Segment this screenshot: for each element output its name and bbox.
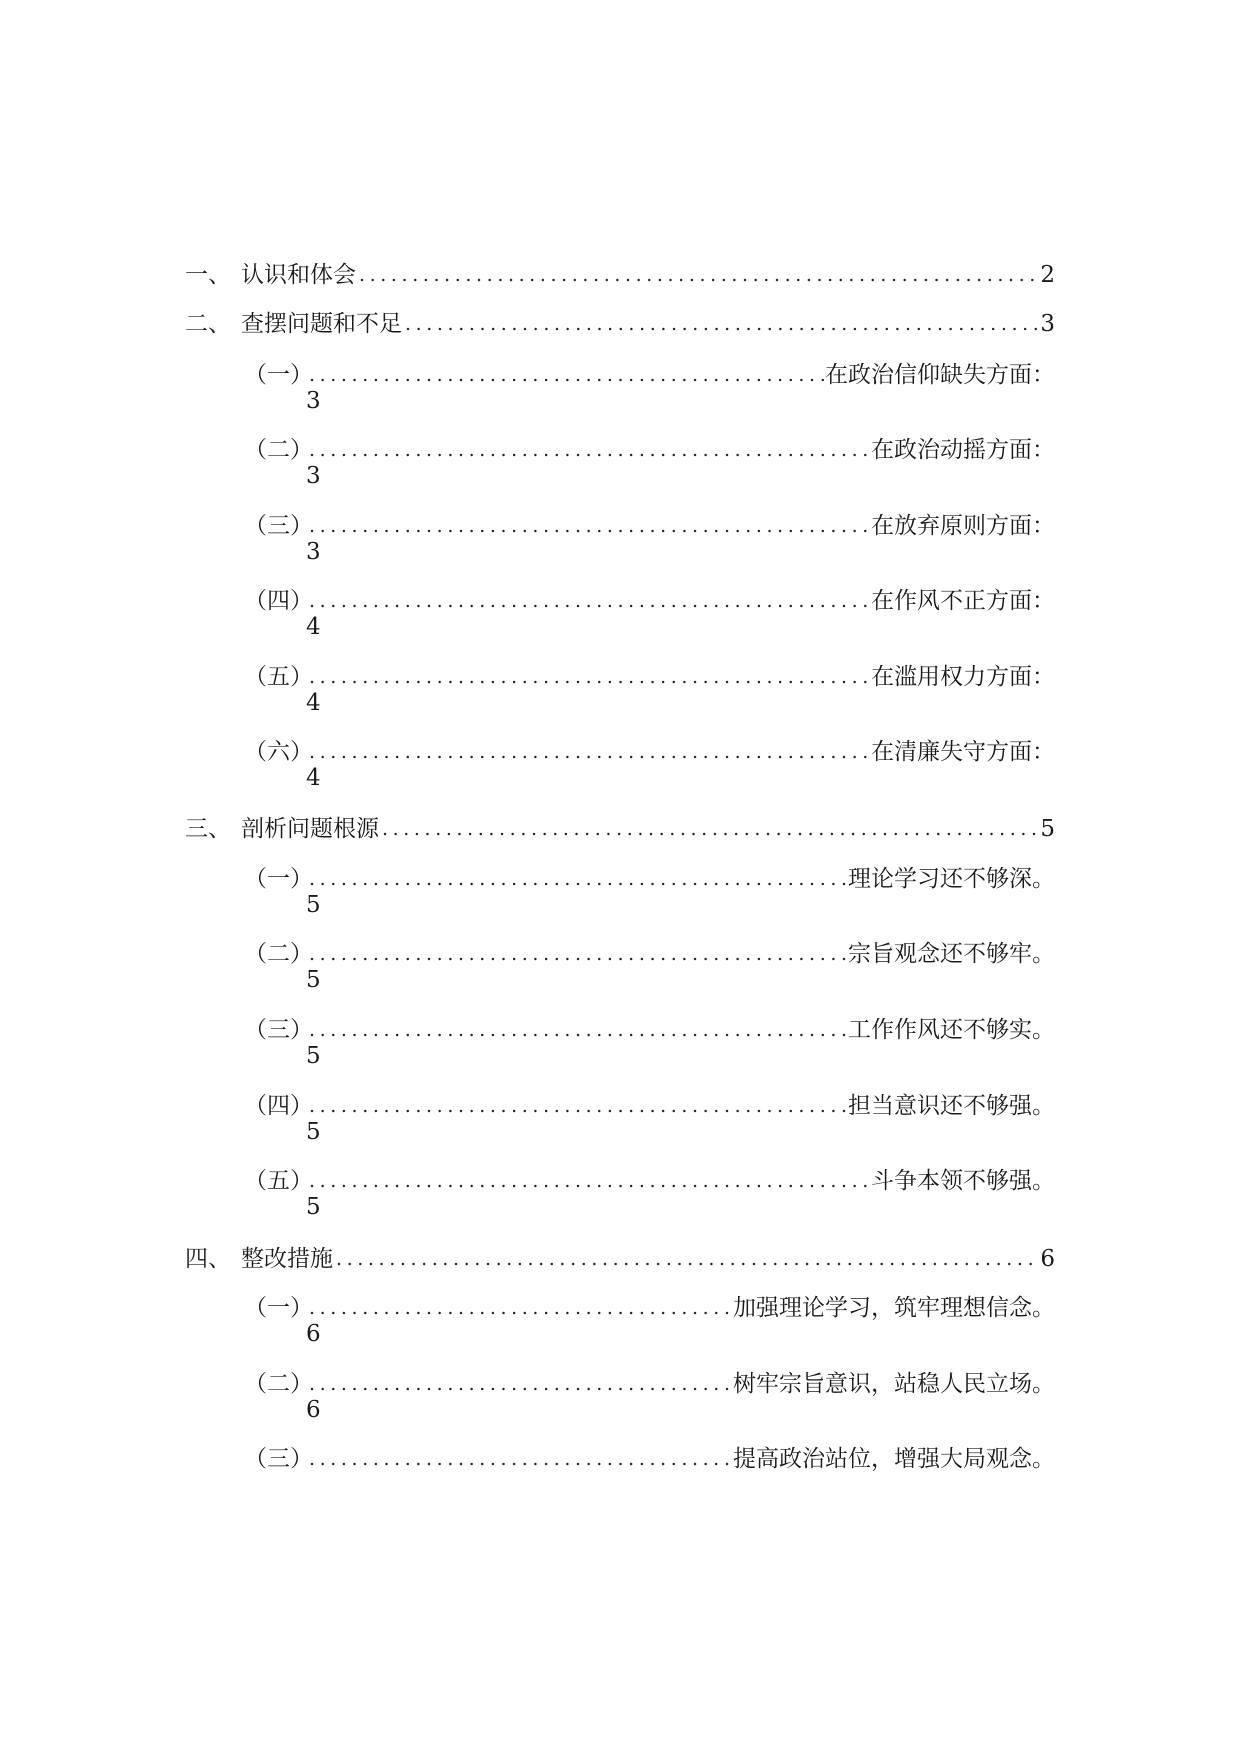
toc-entry-label: （三）	[244, 513, 313, 539]
toc-entry-2[interactable]	[185, 305, 1055, 339]
toc-entry-page: 5	[306, 892, 321, 918]
toc-entry-title: 在作风不正方面：	[871, 588, 1055, 614]
toc-entry-title: 宗旨观念还不够牢。	[848, 941, 1055, 967]
toc-leader-dots	[306, 1444, 733, 1474]
toc-leader-dots	[306, 1293, 733, 1323]
toc-entry-3-1[interactable]	[244, 860, 1055, 894]
toc-entry-title: 在政治信仰缺失方面：	[825, 362, 1055, 388]
toc-entry-3-2[interactable]	[244, 935, 1055, 969]
toc-entry-label: 四、	[185, 1246, 231, 1272]
toc-leader-dots	[306, 1091, 848, 1121]
toc-entry-label: （五）	[244, 664, 313, 690]
toc-entry-label: （二）	[244, 941, 313, 967]
toc-entry-title: 整改措施	[241, 1246, 333, 1272]
toc-entry-title: 认识和体会	[241, 262, 356, 288]
toc-leader-dots	[306, 1015, 848, 1045]
toc-entry-page: 5	[306, 967, 321, 993]
toc-entry-page: 3	[306, 539, 321, 565]
toc-entry-2-3[interactable]	[244, 507, 1055, 541]
toc-entry-1[interactable]	[185, 256, 1055, 290]
toc-entry-label: （三）	[244, 1446, 313, 1472]
toc-entry-label: （三）	[244, 1017, 313, 1043]
toc-entry-page: 2	[1040, 262, 1055, 288]
toc-entry-title: 剖析问题根源	[241, 816, 379, 842]
toc-entry-3-3[interactable]	[244, 1011, 1055, 1045]
toc-entry-label: 一、	[185, 262, 231, 288]
toc-entry-page: 4	[306, 614, 321, 640]
toc-entry-label: （一）	[244, 866, 313, 892]
toc-entry-title: 在滥用权力方面：	[871, 664, 1055, 690]
toc-leader-dots	[333, 1244, 1040, 1274]
toc-entry-3[interactable]	[185, 810, 1055, 844]
toc-entry-page: 4	[306, 690, 321, 716]
toc-entry-page: 5	[1040, 816, 1055, 842]
toc-entry-label: （六）	[244, 739, 313, 765]
toc-entry-label: 二、	[185, 311, 231, 337]
toc-entry-page: 3	[1040, 311, 1055, 337]
toc-entry-label: （四）	[244, 1093, 313, 1119]
toc-leader-dots	[379, 814, 1040, 844]
toc-entry-page: 6	[1040, 1246, 1055, 1272]
toc-entry-title: 担当意识还不够强。	[848, 1093, 1055, 1119]
toc-entry-4-3[interactable]	[244, 1440, 1055, 1474]
toc-entry-3-4[interactable]	[244, 1087, 1055, 1121]
toc-entry-label: （二）	[244, 437, 313, 463]
toc-entry-3-5[interactable]	[244, 1162, 1055, 1196]
toc-entry-label: （五）	[244, 1168, 313, 1194]
toc-entry-label: （四）	[244, 588, 313, 614]
toc-entry-page: 6	[306, 1397, 321, 1423]
toc-leader-dots	[306, 511, 871, 541]
toc-entry-title: 查摆问题和不足	[241, 311, 402, 337]
toc-entry-label: （二）	[244, 1371, 313, 1397]
toc-entry-page: 5	[306, 1043, 321, 1069]
toc-entry-title: 在清廉失守方面：	[871, 739, 1055, 765]
toc-entry-title: 加强理论学习，筑牢理想信念。	[733, 1295, 1055, 1321]
toc-entry-label: （一）	[244, 362, 313, 388]
toc-entry-page: 4	[306, 765, 321, 791]
toc-leader-dots	[306, 1166, 871, 1196]
toc-entry-page: 3	[306, 463, 321, 489]
toc-entry-4-1[interactable]	[244, 1289, 1055, 1323]
toc-entry-page: 6	[306, 1321, 321, 1347]
toc-entry-label: 三、	[185, 816, 231, 842]
toc-leader-dots	[306, 737, 871, 767]
toc-entry-label: （一）	[244, 1295, 313, 1321]
toc-leader-dots	[306, 360, 825, 390]
toc-entry-2-5[interactable]	[244, 658, 1055, 692]
toc-leader-dots	[402, 309, 1040, 339]
toc-leader-dots	[306, 939, 848, 969]
toc-entry-title: 工作作风还不够实。	[848, 1017, 1055, 1043]
toc-entry-title: 在放弃原则方面：	[871, 513, 1055, 539]
toc-leader-dots	[306, 435, 871, 465]
toc-leader-dots	[356, 260, 1040, 290]
toc-leader-dots	[306, 662, 871, 692]
toc-entry-title: 理论学习还不够深。	[848, 866, 1055, 892]
toc-leader-dots	[306, 1369, 733, 1399]
toc-leader-dots	[306, 864, 848, 894]
toc-entry-page: 3	[306, 388, 321, 414]
toc-entry-4-2[interactable]	[244, 1365, 1055, 1399]
toc-entry-4[interactable]	[185, 1240, 1055, 1274]
toc-entry-page: 5	[306, 1119, 321, 1145]
toc-entry-title: 在政治动摇方面：	[871, 437, 1055, 463]
toc-entry-2-6[interactable]	[244, 733, 1055, 767]
toc-entry-page: 5	[306, 1194, 321, 1220]
toc-entry-title: 提高政治站位，增强大局观念。	[733, 1446, 1055, 1472]
toc-entry-title: 斗争本领不够强。	[871, 1168, 1055, 1194]
toc-entry-2-1[interactable]	[244, 356, 1055, 390]
toc-entry-2-2[interactable]	[244, 431, 1055, 465]
toc-leader-dots	[306, 586, 871, 616]
toc-entry-title: 树牢宗旨意识，站稳人民立场。	[733, 1371, 1055, 1397]
toc-entry-2-4[interactable]	[244, 582, 1055, 616]
